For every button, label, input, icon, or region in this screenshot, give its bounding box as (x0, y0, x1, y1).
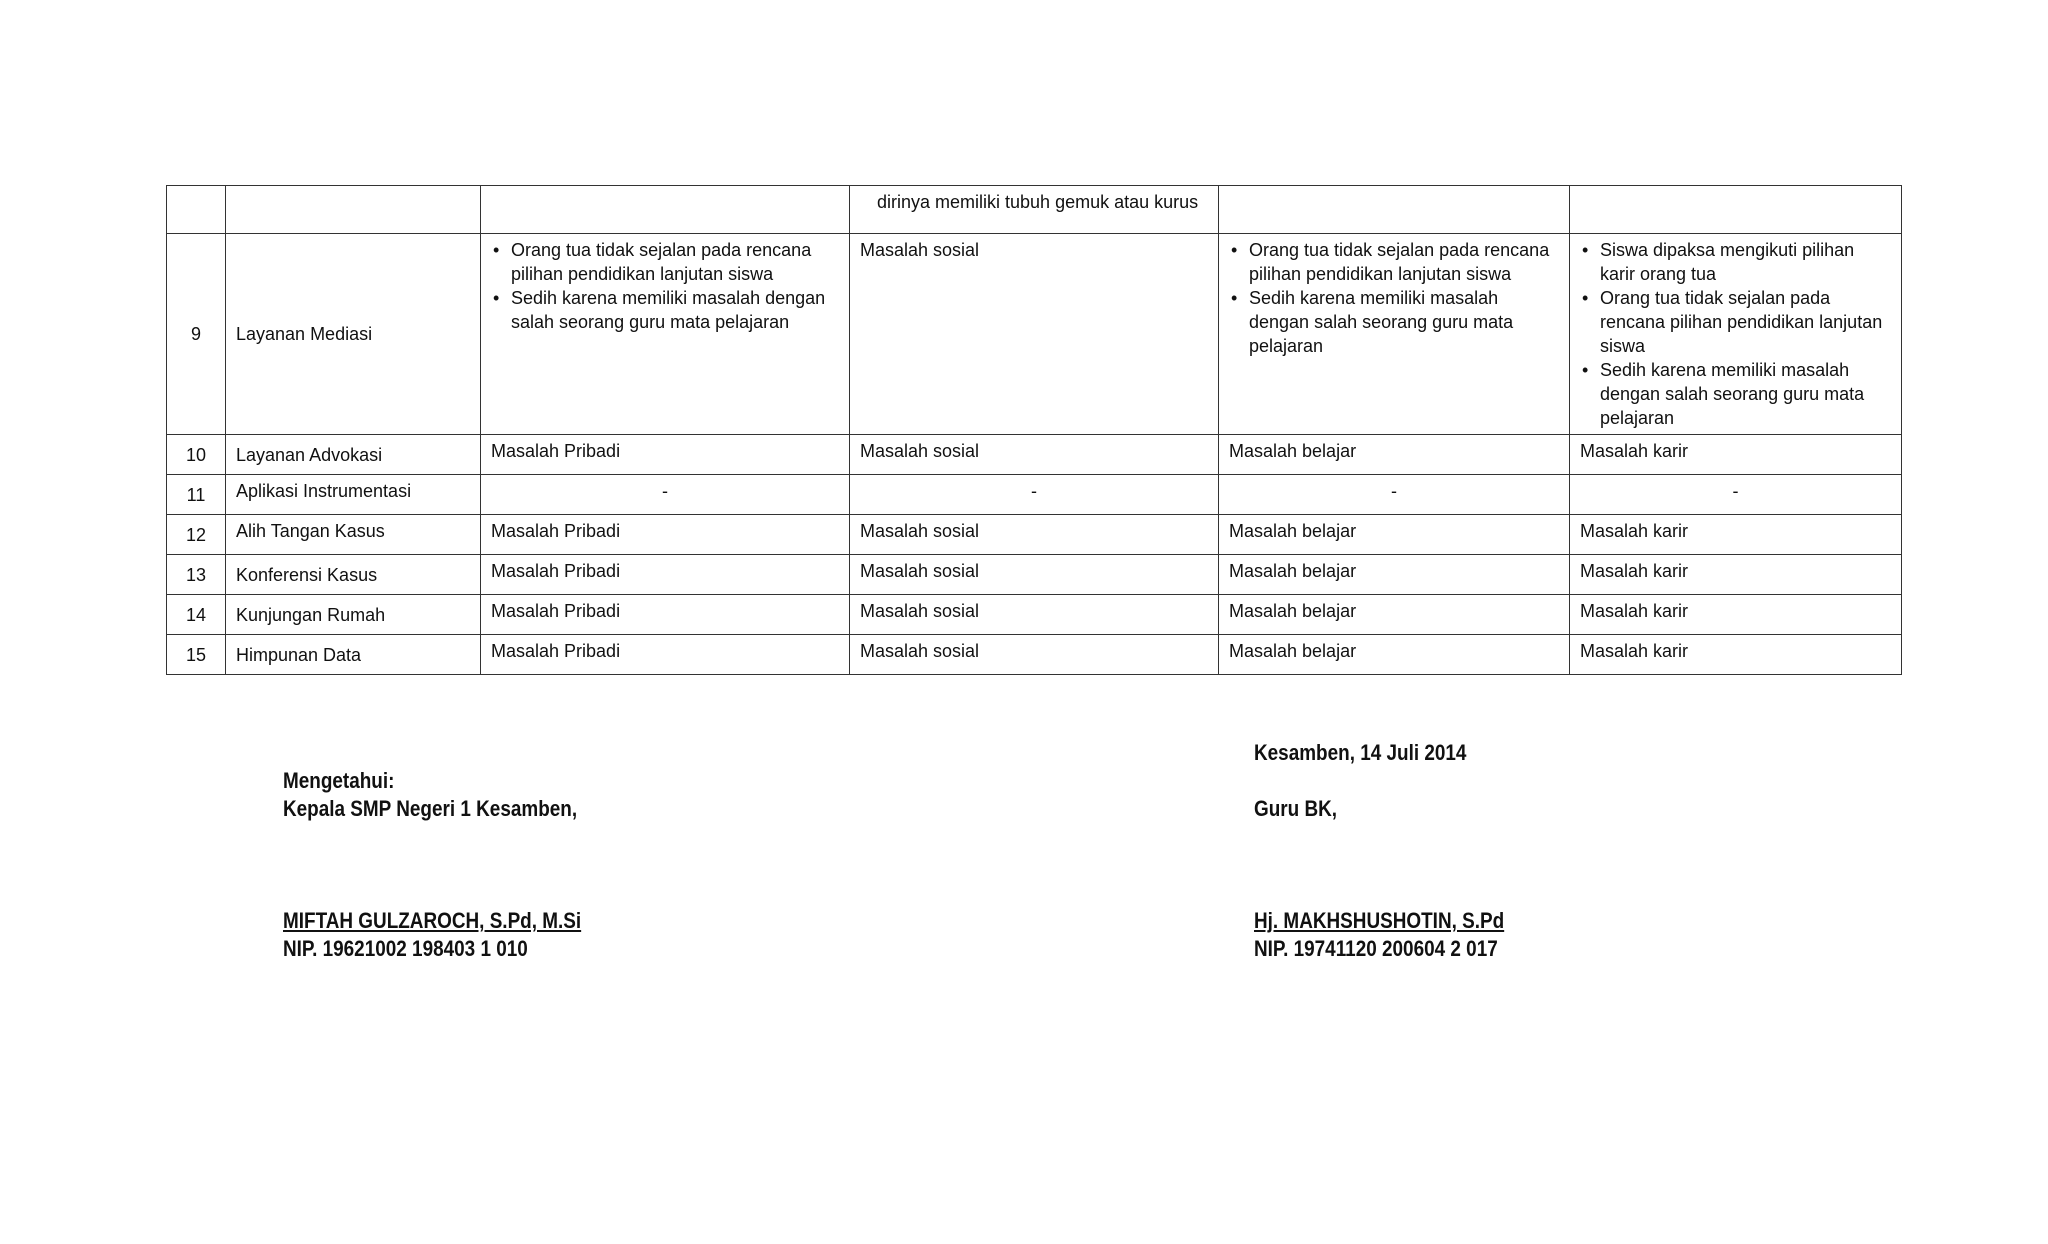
row-number: 9 (167, 234, 226, 435)
career-cell: Masalah karir (1570, 635, 1902, 675)
career-cell: Masalah karir (1570, 595, 1902, 635)
row-number: 11 (167, 475, 226, 515)
learning-cell: Masalah belajar (1219, 555, 1570, 595)
counselor-nip: NIP. 19741120 200604 2 017 (1254, 936, 1498, 961)
learning-cell: Masalah belajar (1219, 515, 1570, 555)
service-table (166, 185, 1902, 675)
principal-name: MIFTAH GULZAROCH, S.Pd, M.Si (283, 908, 582, 933)
social-cell: Masalah sosial (850, 435, 1219, 475)
career-cell: Masalah karir (1570, 555, 1902, 595)
social-cell: Masalah sosial (850, 515, 1219, 555)
list-item: • Orang tua tidak sejalan pada rencana pilihan pendidikan lanjutan siswa (511, 238, 839, 286)
service-name: Himpunan Data (226, 635, 481, 675)
personal-cell (481, 186, 850, 234)
service-name: Layanan Advokasi (226, 435, 481, 475)
bullet-list (1229, 238, 1559, 358)
service-name: Alih Tangan Kasus (226, 515, 481, 555)
personal-cell: Masalah Pribadi (481, 515, 850, 555)
learning-cell: - (1219, 475, 1570, 515)
bullet-list (1580, 238, 1891, 430)
career-cell: Masalah karir (1570, 435, 1902, 475)
table-row (167, 595, 1902, 635)
list-item: • Sedih karena memiliki masalah dengan salah seorang guru mata pelajaran (1600, 358, 1891, 430)
row-number (167, 186, 226, 234)
row-number: 13 (167, 555, 226, 595)
career-cell: - (1570, 475, 1902, 515)
career-cell: Masalah karir (1570, 515, 1902, 555)
learning-cell: Masalah belajar (1219, 435, 1570, 475)
personal-cell: Masalah Pribadi (481, 595, 850, 635)
learning-cell: Masalah belajar (1219, 635, 1570, 675)
row-number: 15 (167, 635, 226, 675)
table-row (167, 186, 1902, 234)
table-row (167, 475, 1902, 515)
social-cell: Masalah sosial (850, 555, 1219, 595)
personal-cell: Masalah Pribadi (481, 435, 850, 475)
career-cell (1570, 186, 1902, 234)
learning-cell: Masalah belajar (1219, 595, 1570, 635)
table-row (167, 555, 1902, 595)
career-cell (1570, 234, 1902, 435)
table-row (167, 635, 1902, 675)
counselor-role: Guru BK, (1254, 796, 1338, 821)
list-item: • Orang tua tidak sejalan pada rencana pilihan pendidikan lanjutan siswa (1600, 286, 1891, 358)
row-number: 12 (167, 515, 226, 555)
learning-cell (1219, 186, 1570, 234)
bullet-list (491, 238, 839, 334)
list-item: • Siswa dipaksa mengikuti pilihan karir orang tua (1600, 238, 1891, 286)
counselor-name: Hj. MAKHSHUSHOTIN, S.Pd (1254, 908, 1505, 933)
place-date: Kesamben, 14 Juli 2014 (1254, 740, 1467, 765)
service-name: Kunjungan Rumah (226, 595, 481, 635)
learning-cell (1219, 234, 1570, 435)
social-cell: Masalah sosial (850, 234, 1219, 435)
personal-cell: - (481, 475, 850, 515)
acknowledge-label: Mengetahui: (283, 768, 395, 793)
principal-role: Kepala SMP Negeri 1 Kesamben, (283, 796, 578, 821)
list-item: • Sedih karena memiliki masalah dengan salah seorang guru mata pelajaran (1249, 286, 1559, 358)
table-row (167, 435, 1902, 475)
table-row (167, 234, 1902, 435)
personal-cell: Masalah Pribadi (481, 555, 850, 595)
service-name: Konferensi Kasus (226, 555, 481, 595)
personal-cell (481, 234, 850, 435)
service-name: Layanan Mediasi (226, 234, 481, 435)
personal-cell: Masalah Pribadi (481, 635, 850, 675)
table-row (167, 515, 1902, 555)
list-item: • Sedih karena memiliki masalah dengan salah seorang guru mata pelajaran (511, 286, 839, 334)
principal-nip: NIP. 19621002 198403 1 010 (283, 936, 528, 961)
row-number: 14 (167, 595, 226, 635)
social-cell: Masalah sosial (850, 635, 1219, 675)
service-name: Aplikasi Instrumentasi (226, 475, 481, 515)
row-number: 10 (167, 435, 226, 475)
social-cell: - (850, 475, 1219, 515)
social-cell: Masalah sosial (850, 595, 1219, 635)
list-item: • Orang tua tidak sejalan pada rencana pilihan pendidikan lanjutan siswa (1249, 238, 1559, 286)
social-cell: dirinya memiliki tubuh gemuk atau kurus (850, 186, 1219, 234)
service-name (226, 186, 481, 234)
